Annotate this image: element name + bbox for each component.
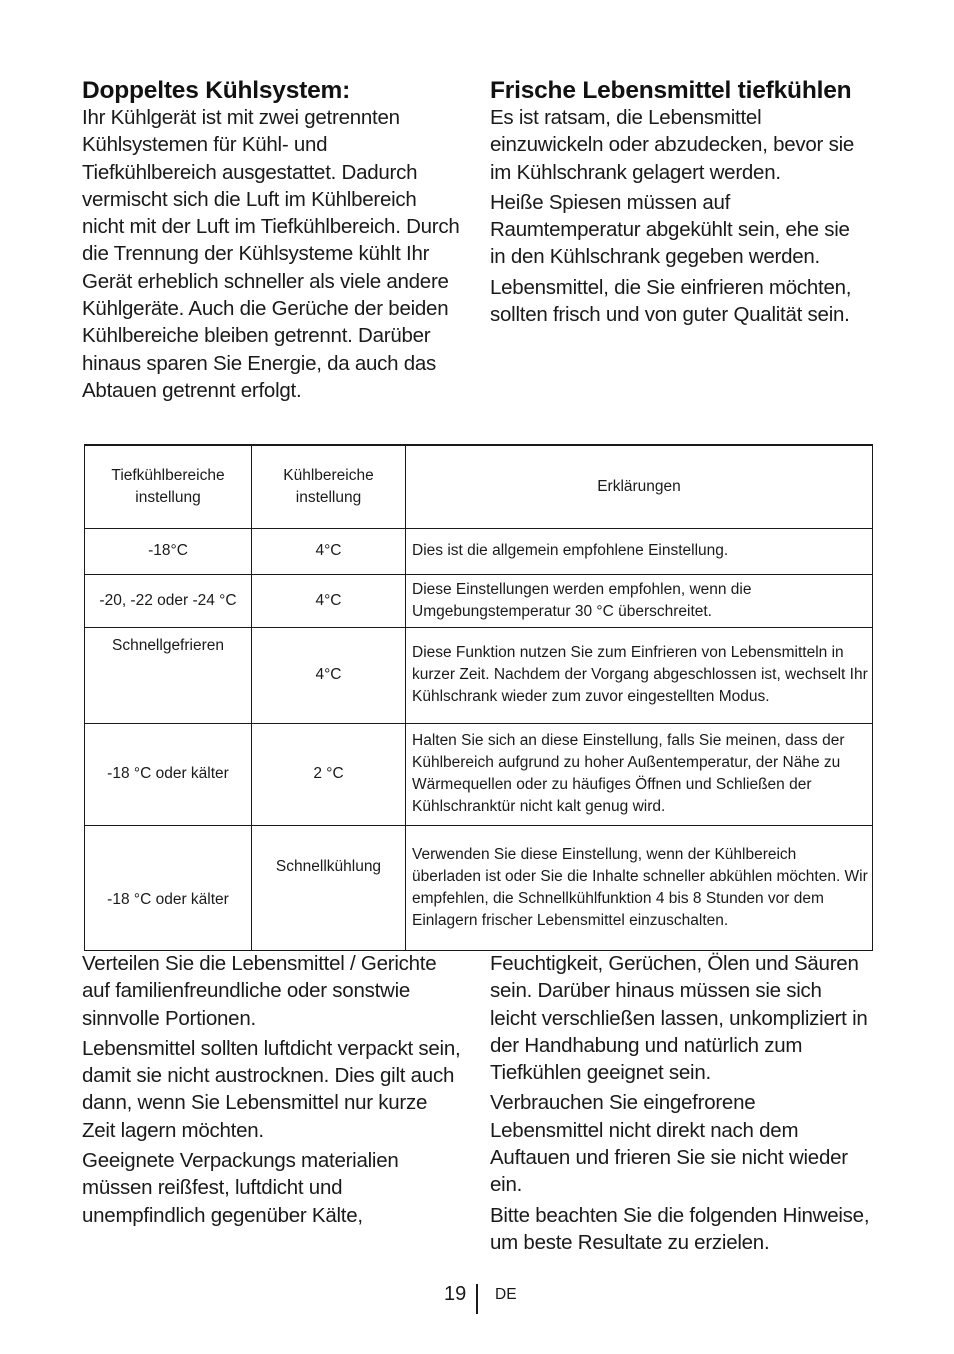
paragraph: Es ist ratsam, die Lebensmittel einzuwickeln oder abzudecken, bevor sie im Kühlschrank gelagert werden. bbox=[490, 106, 855, 184]
paragraph: Lebensmittel, die Sie einfrieren möchten, sollten frisch und von guter Qualität sein. bbox=[490, 275, 852, 327]
cell-fridge: Schnellkühlung bbox=[252, 825, 406, 950]
cell-explanation: Diese Funktion nutzen Sie zum Einfrieren von Lebensmitteln in kurzer Zeit. Nachdem der Vorgang abgeschlossen ist, wechselt Ihr Kühlschrank wieder zum zuvor eingestellten Modus. bbox=[406, 627, 873, 723]
cell-freezer: Schnellgefrieren bbox=[85, 627, 252, 723]
paragraph: Verteilen Sie die Lebensmittel / Gerichte auf familienfreundliche oder sonstwie sinnvolle Portionen. bbox=[82, 952, 437, 1030]
cell-freezer: -20, -22 oder -24 °C bbox=[85, 574, 252, 627]
heading-double-cooling: Doppeltes Kühlsystem: bbox=[82, 77, 351, 104]
table-row bbox=[85, 528, 873, 574]
header-fridge-setting: Kühlbereiche instellung bbox=[252, 445, 406, 528]
cell-explanation: Diese Einstellungen werden empfohlen, wenn die Umgebungstemperatur 30 °C überschreitet. bbox=[406, 574, 873, 627]
paragraph: Heiße Spiesen müssen auf Raumtemperatur abgekühlt sein, ehe sie in den Kühlschrank gegeben werden. bbox=[490, 190, 850, 269]
table-row bbox=[85, 627, 873, 723]
paragraph: Geeignete Verpackungs materialien müssen reißfest, luftdicht und unempfindlich gegenüber Kälte, bbox=[82, 1149, 399, 1227]
table-row bbox=[85, 723, 873, 825]
cell-fridge: 4°C bbox=[252, 528, 406, 574]
cell-explanation: Halten Sie sich an diese Einstellung, falls Sie meinen, dass der Kühlbereich aufgrund zu hoher Außentemperatur, der Nähe zu Wärmequellen oder zu häufiges Öffnen und Schließen der Kühlschranktür nicht kalt genug wird. bbox=[406, 723, 873, 825]
table-row bbox=[85, 574, 873, 627]
header-explanations: Erklärungen bbox=[406, 445, 873, 528]
cell-fridge: 2 °C bbox=[252, 723, 406, 825]
section-portions-packaging bbox=[82, 950, 462, 1232]
paragraph-double-cooling: Ihr Kühlgerät ist mit zwei getrennten Kühlsystemen für Kühl- und Tiefkühlbereich ausgestattet. Dadurch vermischt sich die Luft im Kühlbereich nicht mit der Luft im Tiefkühlbereich. Durch die Trennung der Kühlsysteme kühlt Ihr Gerät erheblich schneller als viele andere Kühlgeräte. Auch die Gerüche der beiden Kühlbereiche bleiben getrennt. Darüber hinaus sparen Sie Energie, da auch das Abtauen getrennt erfolgt. bbox=[82, 106, 460, 402]
language-code: DE bbox=[495, 1286, 517, 1303]
page-number: 19 bbox=[444, 1283, 467, 1305]
section-double-cooling bbox=[82, 76, 462, 407]
paragraph: Lebensmittel sollten luftdicht verpackt sein, damit sie nicht austrocknen. Dies gilt auch dann, wenn Sie Lebensmittel nur kurze Zeit lagern möchten. bbox=[82, 1036, 461, 1142]
cell-freezer: -18 °C oder kälter bbox=[85, 723, 252, 825]
table-header-row bbox=[85, 445, 873, 528]
section-packaging-continued bbox=[490, 950, 870, 1259]
paragraph: Feuchtigkeit, Gerüchen, Ölen und Säuren sein. Darüber hinaus müssen sie sich leicht verschließen lassen, unkompliziert in der Handhabung und natürlich zum Tiefkühlen geeignet sein. bbox=[490, 952, 868, 1085]
table-row bbox=[85, 825, 873, 950]
cell-fridge: 4°C bbox=[252, 627, 406, 723]
cell-explanation: Verwenden Sie diese Einstellung, wenn der Kühlbereich überladen ist oder Sie die Inhalte schneller abkühlen möchten. Wir empfehlen, die Schnellkühlfunktion 4 bis 8 Stunden vor dem Einlagern frischer Lebensmittel einzuschalten. bbox=[406, 825, 873, 950]
cell-explanation: Dies ist die allgemein empfohlene Einstellung. bbox=[406, 528, 873, 574]
section-freezing-fresh-food bbox=[490, 76, 870, 331]
cell-freezer: -18°C bbox=[85, 528, 252, 574]
settings-table bbox=[84, 444, 873, 951]
cell-freezer: -18 °C oder kälter bbox=[85, 825, 252, 950]
heading-freezing-fresh-food: Frische Lebensmittel tiefkühlen bbox=[490, 77, 852, 104]
header-freezer-setting: Tiefkühlbereiche instellung bbox=[85, 445, 252, 528]
page-separator bbox=[476, 1284, 478, 1314]
paragraph: Bitte beachten Sie die folgenden Hinweise, um beste Resultate zu erzielen. bbox=[490, 1203, 870, 1254]
cell-fridge: 4°C bbox=[252, 574, 406, 627]
paragraph: Verbrauchen Sie eingefrorene Lebensmittel nicht direkt nach dem Auftauen und frieren Sie sie nicht wieder ein. bbox=[490, 1091, 848, 1197]
